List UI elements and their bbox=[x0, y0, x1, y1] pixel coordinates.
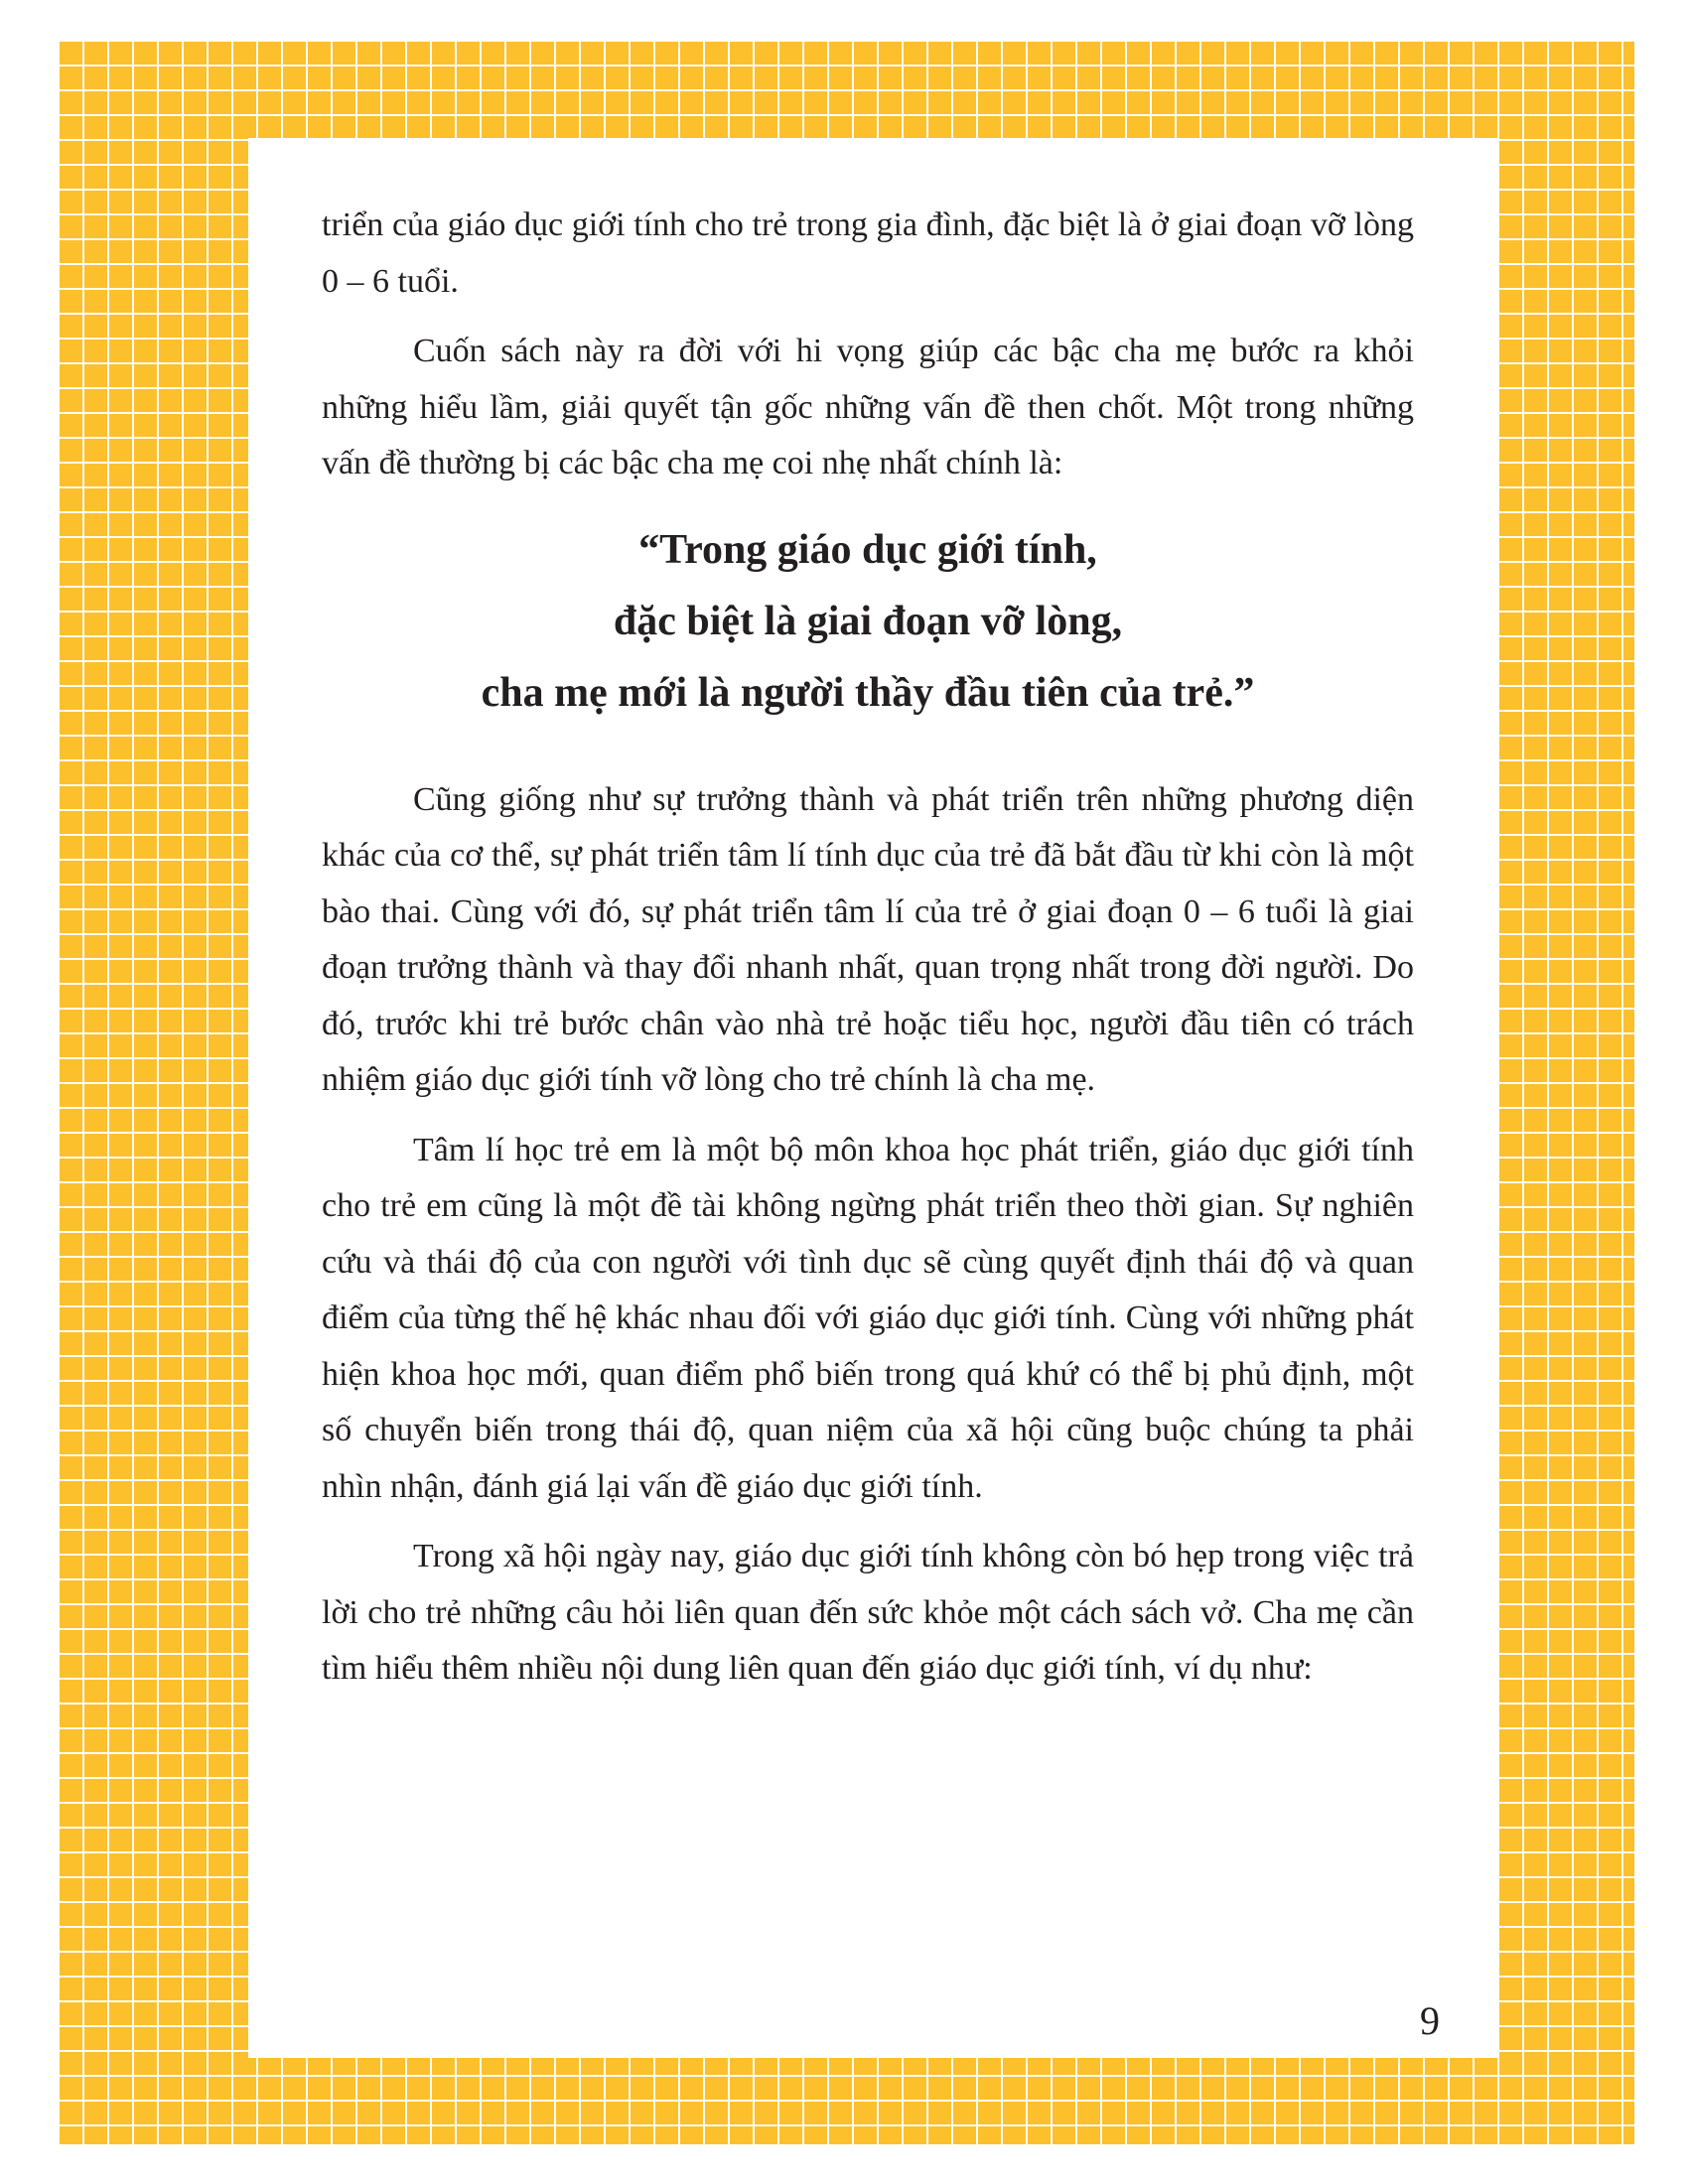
paragraph-modern-society: Trong xã hội ngày nay, giáo dục giới tính không còn bó hẹp trong việc trả lời cho trẻ những câu hỏi liên quan đến sức khỏe một cách sách vở. Cha mẹ cần tìm hiểu thêm nhiều nội dung liên quan đến giáo dục giới tính, ví dụ như: bbox=[322, 1538, 1414, 1687]
quote-line-2: đặc biệt là giai đoạn vỡ lòng, bbox=[613, 598, 1123, 644]
paragraph-development: Cũng giống như sự trưởng thành và phát triển trên những phương diện khác của cơ thể, sự phát triển tâm lí tính dục của trẻ đã bắt đầu từ khi còn là một bào thai. Cùng với đó, sự phát triển tâm lí của trẻ ở giai đoạn 0 – 6 tuổi là giai đoạn trưởng thành và thay đổi nhanh nhất, quan trọng nhất trong đời người. Do đó, trước khi trẻ bước chân vào nhà trẻ hoặc tiểu học, người đầu tiên có trách nhiệm giáo dục giới tính vỡ lòng cho trẻ chính là cha mẹ. bbox=[322, 780, 1414, 1098]
paragraph-child-psychology: Tâm lí học trẻ em là một bộ môn khoa học phát triển, giáo dục giới tính cho trẻ em cũng là một đề tài không ngừng phát triển theo thời gian. Sự nghiên cứu và thái độ của con người với tình dục sẽ cùng quyết định thái độ và quan điểm của từng thế hệ khác nhau đối với giáo dục giới tính. Cùng với những phát hiện khoa học mới, quan điểm phổ biến trong quá khứ có thể bị phủ định, một số chuyển biến trong thái độ, quan niệm của xã hội cũng buộc chúng ta phải nhìn nhận, đánh giá lại vấn đề giáo dục giới tính. bbox=[322, 1131, 1414, 1505]
content-panel bbox=[248, 138, 1499, 2058]
body-text bbox=[322, 198, 1414, 1711]
paragraph-continuation: triển của giáo dục giới tính cho trẻ trong gia đình, đặc biệt là ở giai đoạn vỡ lòng 0 – 6 tuổi. bbox=[322, 206, 1414, 300]
pull-quote bbox=[322, 514, 1414, 729]
page-number: 9 bbox=[1420, 1998, 1440, 2043]
quote-line-3: cha mẹ mới là người thầy đầu tiên của trẻ.” bbox=[481, 669, 1255, 716]
paragraph-book-purpose: Cuốn sách này ra đời với hi vọng giúp các bậc cha mẹ bước ra khỏi những hiểu lầm, giải quyết tận gốc những vấn đề then chốt. Một trong những vấn đề thường bị các bậc cha mẹ coi nhẹ nhất chính là: bbox=[322, 333, 1414, 481]
quote-line-1: “Trong giáo dục giới tính, bbox=[638, 526, 1097, 573]
